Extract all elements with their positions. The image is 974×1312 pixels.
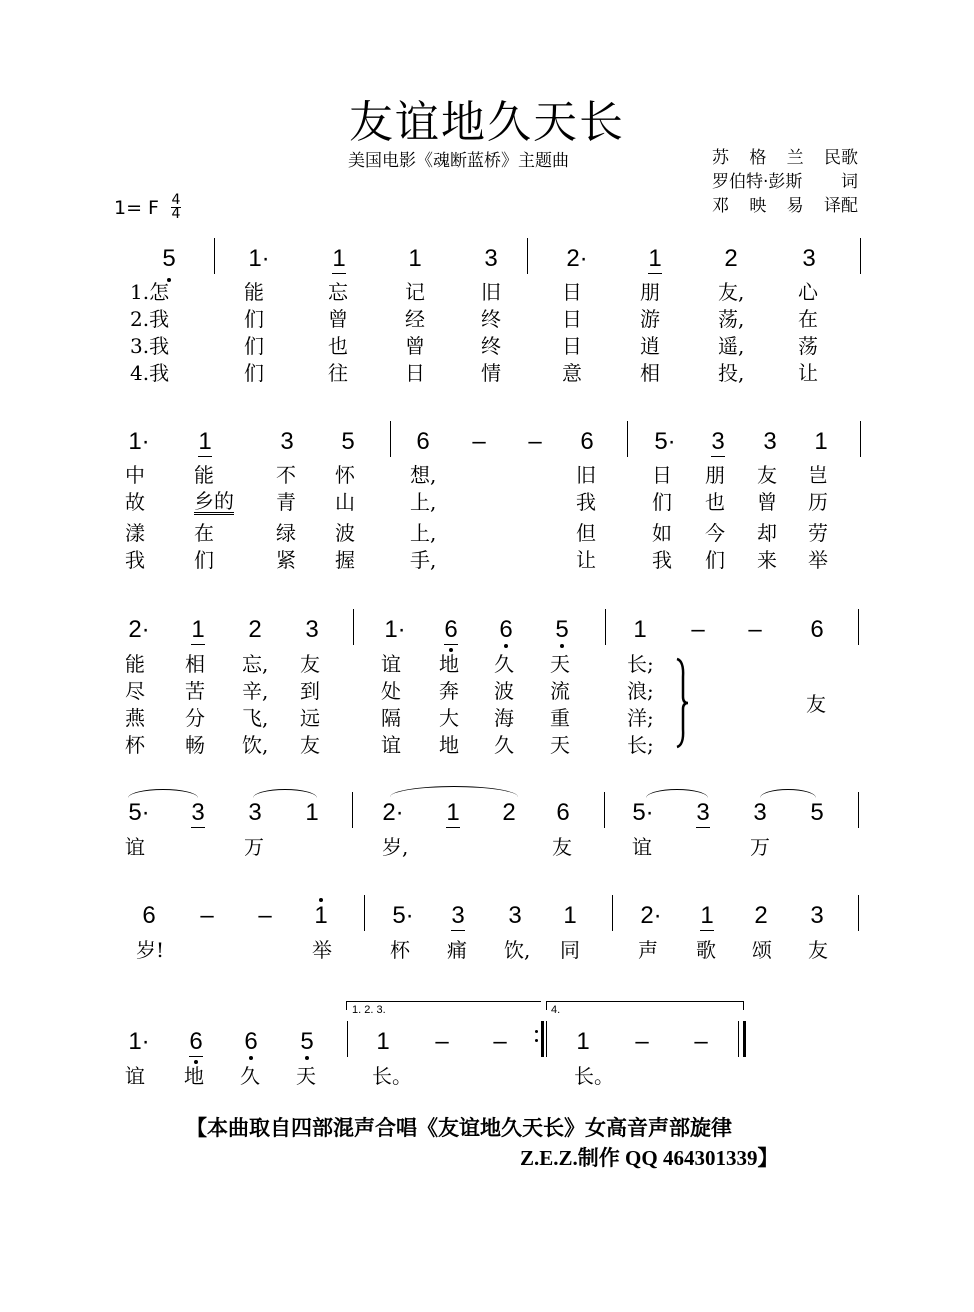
- note: 5: [341, 428, 355, 455]
- lyric: 在: [194, 521, 214, 545]
- note: 3: [305, 616, 319, 643]
- lyric: 流: [550, 679, 570, 703]
- note: 1: [191, 616, 205, 643]
- note: 6: [580, 428, 594, 455]
- lyric: 谊: [125, 835, 145, 859]
- lyric: 也: [705, 490, 725, 514]
- note: 1: [198, 428, 212, 455]
- lyric: 日: [562, 280, 582, 304]
- lyric: 长;: [627, 652, 654, 676]
- lyric: 天: [550, 733, 570, 757]
- lyric: 万: [244, 835, 264, 859]
- note: 1: [648, 245, 662, 272]
- note: 5·: [392, 902, 414, 929]
- slur: [646, 789, 708, 798]
- lyric: 处: [381, 679, 401, 703]
- lyric: 浪;: [627, 679, 654, 703]
- lyric: 4.我: [130, 361, 170, 385]
- lyric: 在: [798, 307, 818, 331]
- lyric: 3.我: [130, 334, 170, 358]
- lyric: 燕: [125, 706, 145, 730]
- note: 2·: [566, 245, 588, 272]
- lyric: 终: [481, 307, 501, 331]
- note: 3: [248, 799, 262, 826]
- lyric: 们: [244, 307, 264, 331]
- slur: [253, 789, 317, 798]
- lyric: 地: [184, 1064, 204, 1088]
- lyric: 能: [244, 280, 264, 304]
- lyric: 让: [798, 361, 818, 385]
- volta-label-1: 1. 2. 3.: [352, 1004, 386, 1016]
- barline: [858, 609, 859, 645]
- credits-block: [712, 146, 858, 218]
- credit-origin: [712, 146, 858, 170]
- note: 5: [292, 1028, 322, 1056]
- lyric: 痛: [447, 938, 467, 962]
- lyric: 相: [185, 652, 205, 676]
- lyric: 歌: [696, 938, 716, 962]
- lyric: 岁!: [136, 938, 165, 962]
- lyric: 我: [652, 548, 672, 572]
- note: 1: [408, 245, 422, 272]
- barline: [860, 421, 861, 457]
- lyric: 地: [439, 733, 459, 757]
- barline: [364, 895, 365, 931]
- note: 6: [416, 428, 430, 455]
- lyric: 海: [494, 706, 514, 730]
- lyric: 洋;: [627, 706, 654, 730]
- lyric: 乡的: [194, 489, 234, 513]
- lyric: 经: [405, 307, 425, 331]
- song-subtitle: 美国电影《魂断蓝桥》主题曲: [348, 151, 569, 171]
- lyric: 友: [300, 652, 320, 676]
- lyric: 们: [652, 490, 672, 514]
- credit-text: 易: [786, 196, 804, 216]
- lyric: 奔: [439, 679, 459, 703]
- credit-text: 苏: [712, 148, 729, 168]
- lyric: 波: [335, 521, 355, 545]
- barline: [390, 421, 391, 457]
- lyric: 荡: [798, 334, 818, 358]
- note: 1: [633, 616, 647, 643]
- note: 3: [711, 428, 725, 455]
- lyric: 旧: [481, 280, 501, 304]
- note: –: [200, 902, 214, 929]
- note: 2·: [640, 902, 662, 929]
- note: 2: [248, 616, 262, 643]
- lyric: 来: [757, 548, 777, 572]
- note: 6: [810, 616, 824, 643]
- lyric: 劳: [808, 521, 828, 545]
- lyric: 逍: [640, 334, 660, 358]
- note: 5·: [654, 428, 676, 455]
- note: 1: [306, 902, 336, 930]
- note: –: [472, 428, 486, 455]
- lyric: 情: [481, 361, 501, 385]
- lyric: 远: [300, 706, 320, 730]
- note: 5: [154, 245, 184, 273]
- barline: [352, 792, 353, 828]
- note: 5·: [128, 799, 150, 826]
- lyric: 曾: [328, 307, 348, 331]
- lyric-chorus-start: 友: [806, 692, 826, 716]
- lyric: 日: [562, 334, 582, 358]
- note: 2: [724, 245, 738, 272]
- slur: [128, 789, 198, 798]
- barline: [858, 792, 859, 828]
- note: 6: [491, 616, 521, 644]
- note: 3: [753, 799, 767, 826]
- lyric: 中: [125, 463, 145, 487]
- lyric: 不: [276, 463, 296, 487]
- repeat-barline: [541, 1021, 544, 1057]
- song-title: 友谊地久天长: [349, 97, 625, 148]
- note: 6: [556, 799, 570, 826]
- lyric: 怀: [335, 463, 355, 487]
- lyric: 上,: [410, 521, 437, 545]
- lyric: 友: [300, 733, 320, 757]
- lyric: 友: [808, 938, 828, 962]
- lyric: 也: [328, 334, 348, 358]
- verse-brace-icon: [675, 657, 689, 749]
- note: –: [748, 616, 762, 643]
- note: –: [258, 902, 272, 929]
- lyric: 荡,: [718, 307, 745, 331]
- lyric: 友: [552, 835, 572, 859]
- lyric: 忘,: [242, 652, 269, 676]
- note: 1: [332, 245, 346, 272]
- lyric: 游: [640, 307, 660, 331]
- barline: [612, 895, 613, 931]
- lyric: 我: [576, 490, 596, 514]
- lyric: 们: [244, 334, 264, 358]
- credit-text: 译配: [823, 196, 858, 216]
- lyric: 让: [576, 548, 596, 572]
- lyric: 握: [335, 548, 355, 572]
- lyric: 投,: [718, 361, 745, 385]
- note: 1·: [248, 245, 270, 272]
- lyric: 漾: [125, 521, 145, 545]
- note: 6: [236, 1028, 266, 1056]
- lyric: 曾: [757, 490, 777, 514]
- barline: [546, 1021, 547, 1057]
- lyric: 饮,: [242, 733, 269, 757]
- barline: [860, 238, 861, 274]
- note: 3: [191, 799, 205, 826]
- lyric: 故: [125, 490, 145, 514]
- lyric: 长。: [574, 1064, 614, 1088]
- time-top: 4: [171, 192, 181, 208]
- lyric: 长;: [627, 733, 654, 757]
- lyric: 遥,: [718, 334, 745, 358]
- lyric: 却: [757, 521, 777, 545]
- lyric: 尽: [125, 679, 145, 703]
- note: –: [493, 1028, 507, 1055]
- lyric: 久: [494, 733, 514, 757]
- credit-text: 民歌: [823, 148, 858, 168]
- lyric: 手,: [410, 548, 437, 572]
- barline: [605, 609, 606, 645]
- lyric: 万: [750, 835, 770, 859]
- lyric: 相: [640, 361, 660, 385]
- footer-note: 【本曲取自四部混声合唱《友谊地久天长》女高音声部旋律: [186, 1116, 732, 1140]
- note: 5: [810, 799, 824, 826]
- repeat-sign: [535, 1024, 539, 1048]
- lyric: 朋: [640, 280, 660, 304]
- note: 5: [547, 616, 577, 644]
- note: 1: [576, 1028, 590, 1055]
- credit-text: 映: [749, 196, 767, 216]
- note: 3: [451, 902, 465, 929]
- lyric: 久: [494, 652, 514, 676]
- lyric: 紧: [276, 548, 296, 572]
- lyric: 上,: [410, 490, 437, 514]
- lyric: 想,: [410, 463, 437, 487]
- slur: [760, 789, 816, 798]
- lyric: 我: [125, 548, 145, 572]
- lyric: 但: [576, 521, 596, 545]
- credit-text: 格: [749, 148, 767, 168]
- barline: [604, 792, 605, 828]
- lyric: 友,: [718, 280, 745, 304]
- lyric: 能: [194, 463, 214, 487]
- note: 2·: [128, 616, 150, 643]
- lyric: 日: [652, 463, 672, 487]
- lyric: 杯: [125, 733, 145, 757]
- lyric: 苦: [185, 679, 205, 703]
- key-label: 1= F: [114, 196, 159, 219]
- lyric: 声: [638, 938, 658, 962]
- note: 1·: [128, 428, 150, 455]
- lyric: 们: [194, 548, 214, 572]
- credit-lyricist: [712, 170, 858, 194]
- lyric: 旧: [576, 463, 596, 487]
- time-signature: [171, 194, 181, 221]
- lyric: 重: [550, 706, 570, 730]
- lyric: 绿: [276, 521, 296, 545]
- lyric: 岁,: [382, 835, 409, 859]
- barline: [353, 609, 354, 645]
- note: 6: [436, 616, 466, 644]
- credit-text: 罗伯特·彭斯: [712, 172, 803, 192]
- lyric: 谊: [125, 1064, 145, 1088]
- note: 5·: [632, 799, 654, 826]
- note: –: [691, 616, 705, 643]
- lyric: 忘: [328, 280, 348, 304]
- note: 6: [181, 1028, 211, 1056]
- note: 3: [484, 245, 498, 272]
- lyric: 朋: [705, 463, 725, 487]
- volta-bracket-2: [546, 1001, 744, 1010]
- lyric: 山: [335, 490, 355, 514]
- lyric: 2.我: [130, 307, 170, 331]
- lyric: 饮,: [504, 938, 531, 962]
- lyric: 长。: [372, 1064, 412, 1088]
- lyric: 岂: [808, 463, 828, 487]
- key-signature: [114, 194, 181, 221]
- barline: [347, 1021, 348, 1057]
- lyric: 天: [296, 1064, 316, 1088]
- footer-credit: Z.E.Z.制作 QQ 464301339】: [520, 1146, 779, 1170]
- lyric: 历: [808, 490, 828, 514]
- note: 3: [696, 799, 710, 826]
- lyric: 地: [439, 652, 459, 676]
- lyric: 久: [240, 1064, 260, 1088]
- lyric: 大: [439, 706, 459, 730]
- note: 3: [810, 902, 824, 929]
- lyric: 记: [405, 280, 425, 304]
- note: 3: [763, 428, 777, 455]
- note: 1: [305, 799, 319, 826]
- volta-label-2: 4.: [551, 1004, 561, 1016]
- note: 1·: [384, 616, 406, 643]
- note: 1: [446, 799, 460, 826]
- note: 2: [502, 799, 516, 826]
- lyric: 今: [705, 521, 725, 545]
- note: 1: [700, 902, 714, 929]
- barline: [214, 238, 215, 274]
- note: –: [435, 1028, 449, 1055]
- note: 3: [508, 902, 522, 929]
- note: 3: [280, 428, 294, 455]
- lyric: 如: [652, 521, 672, 545]
- lyric: 畅: [185, 733, 205, 757]
- lyric: 意: [562, 361, 582, 385]
- lyric: 曾: [405, 334, 425, 358]
- lyric: 颂: [752, 938, 772, 962]
- lyric: 往: [328, 361, 348, 385]
- lyric: 们: [244, 361, 264, 385]
- lyric: 同: [560, 938, 580, 962]
- lyric: 波: [494, 679, 514, 703]
- lyric: 谊: [632, 835, 652, 859]
- lyric: 谊: [381, 652, 401, 676]
- lyric: 隔: [381, 706, 401, 730]
- barline: [858, 895, 859, 931]
- note: 2: [754, 902, 768, 929]
- lyric: 分: [185, 706, 205, 730]
- note: 1: [563, 902, 577, 929]
- note: –: [635, 1028, 649, 1055]
- lyric: 能: [125, 652, 145, 676]
- time-bottom: 4: [171, 206, 181, 222]
- note: 1·: [128, 1028, 150, 1055]
- barline: [738, 1021, 739, 1057]
- note: –: [528, 428, 542, 455]
- credit-text: 兰: [786, 148, 804, 168]
- lyric: 飞,: [242, 706, 269, 730]
- lyric: 举: [312, 938, 332, 962]
- credit-text: 词: [841, 172, 858, 192]
- lyric: 心: [798, 280, 818, 304]
- lyric: 举: [808, 548, 828, 572]
- slur: [390, 786, 518, 797]
- lyric: 终: [481, 334, 501, 358]
- final-barline: [743, 1021, 746, 1057]
- lyric: 们: [705, 548, 725, 572]
- lyric: 到: [300, 679, 320, 703]
- note: 1: [376, 1028, 390, 1055]
- lyric: 天: [550, 652, 570, 676]
- lyric: 辛,: [242, 679, 269, 703]
- lyric: 日: [562, 307, 582, 331]
- note: 3: [802, 245, 816, 272]
- credit-translator: [712, 194, 858, 218]
- lyric: 友: [757, 463, 777, 487]
- credit-text: 邓: [712, 196, 729, 216]
- note: 6: [142, 902, 156, 929]
- note: –: [694, 1028, 708, 1055]
- barline: [627, 421, 628, 457]
- lyric: 杯: [390, 938, 410, 962]
- note: 1: [814, 428, 828, 455]
- lyric: 谊: [381, 733, 401, 757]
- note: 2·: [382, 799, 404, 826]
- lyric: 1.怎: [130, 280, 170, 304]
- barline: [527, 238, 528, 274]
- lyric: 日: [405, 361, 425, 385]
- lyric: 青: [276, 490, 296, 514]
